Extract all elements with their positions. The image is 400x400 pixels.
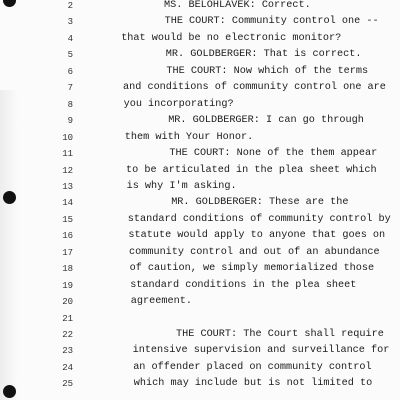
line-number: 14 (62, 198, 73, 209)
line-text: standard conditions of community control by (127, 213, 391, 225)
transcript-line (0, 112, 400, 130)
transcript-line (0, 79, 400, 97)
speaker-line-text: MR. GOLDBERGER: These are the (171, 197, 349, 209)
line-number: 25 (62, 379, 73, 390)
line-text: them with Your Honor. (124, 131, 254, 143)
transcript-line (0, 96, 400, 114)
speaker-line-text: THE COURT: Community control one -- (164, 16, 379, 28)
line-number: 8 (67, 99, 73, 110)
line-text: that would be no electronic monitor? (121, 32, 342, 44)
line-number: 13 (62, 181, 73, 192)
line-number: 24 (62, 362, 73, 373)
transcript-line (0, 46, 400, 64)
line-number: 6 (67, 66, 73, 77)
transcript-line (0, 375, 400, 393)
line-number: 15 (62, 214, 73, 225)
transcript-line (0, 211, 400, 229)
line-number: 22 (62, 330, 73, 340)
transcript-line (0, 227, 400, 245)
transcript-line (0, 63, 400, 81)
transcript-line (0, 30, 400, 48)
line-number: 9 (67, 116, 73, 127)
speaker-line-text: THE COURT: The Court shall require (176, 329, 384, 340)
transcript-line (0, 342, 400, 360)
speaker-line-text: THE COURT: Now which of the terms (166, 65, 369, 77)
line-number: 11 (62, 149, 73, 160)
transcript-line (0, 310, 400, 328)
line-text: an offender placed on community control (133, 361, 372, 373)
line-text: to be articulated in the plea sheet which (126, 164, 377, 176)
line-number: 2 (67, 1, 73, 11)
line-text: and conditions of community control one are (123, 82, 386, 94)
line-number: 16 (62, 231, 73, 242)
line-number: 10 (62, 132, 73, 143)
transcript-line (0, 129, 400, 147)
line-number: 12 (62, 165, 73, 176)
transcript-line (0, 13, 400, 31)
transcript-line (0, 194, 400, 212)
line-text: agreement. (130, 296, 192, 308)
line-number: 20 (62, 297, 73, 308)
transcript-line (0, 260, 400, 278)
transcript-line (0, 162, 400, 180)
line-number: 21 (62, 313, 73, 324)
line-text: you incorporating? (123, 98, 234, 110)
speaker-line-text: MR. GOLDBERGER: That is correct. (165, 49, 362, 61)
speaker-line-text: THE COURT: None of the them appear (169, 148, 378, 160)
transcript-line (0, 359, 400, 377)
line-number: 19 (62, 280, 73, 291)
line-text: which may include but is not limited to (133, 378, 373, 390)
line-number: 4 (67, 33, 73, 44)
transcript-line (0, 326, 400, 344)
line-text: standard conditions in the plea sheet (130, 279, 357, 291)
line-number: 7 (67, 83, 73, 94)
transcript-line (0, 145, 400, 163)
line-number: 23 (62, 346, 73, 357)
line-number: 17 (62, 247, 73, 258)
line-number: 18 (62, 264, 73, 275)
transcript-line (0, 178, 400, 196)
line-text: statute would apply to anyone that goes on (128, 230, 386, 242)
transcript-line (0, 244, 400, 262)
transcript-line (0, 277, 400, 295)
line-text: of caution, we simply memorialized those (129, 263, 375, 275)
speaker-line-text: MS. BELOHLAVEK: Correct. (164, 0, 311, 11)
speaker-line-text: MR. GOLDBERGER: I can go through (168, 115, 364, 127)
line-text: intensive supervision and surveillance for (132, 345, 390, 357)
line-text: community control and out of an abundance (129, 246, 380, 258)
line-text: is why I'm asking. (126, 180, 237, 192)
transcript-line (0, 293, 400, 311)
line-number: 5 (67, 50, 73, 61)
line-number: 3 (67, 17, 73, 28)
